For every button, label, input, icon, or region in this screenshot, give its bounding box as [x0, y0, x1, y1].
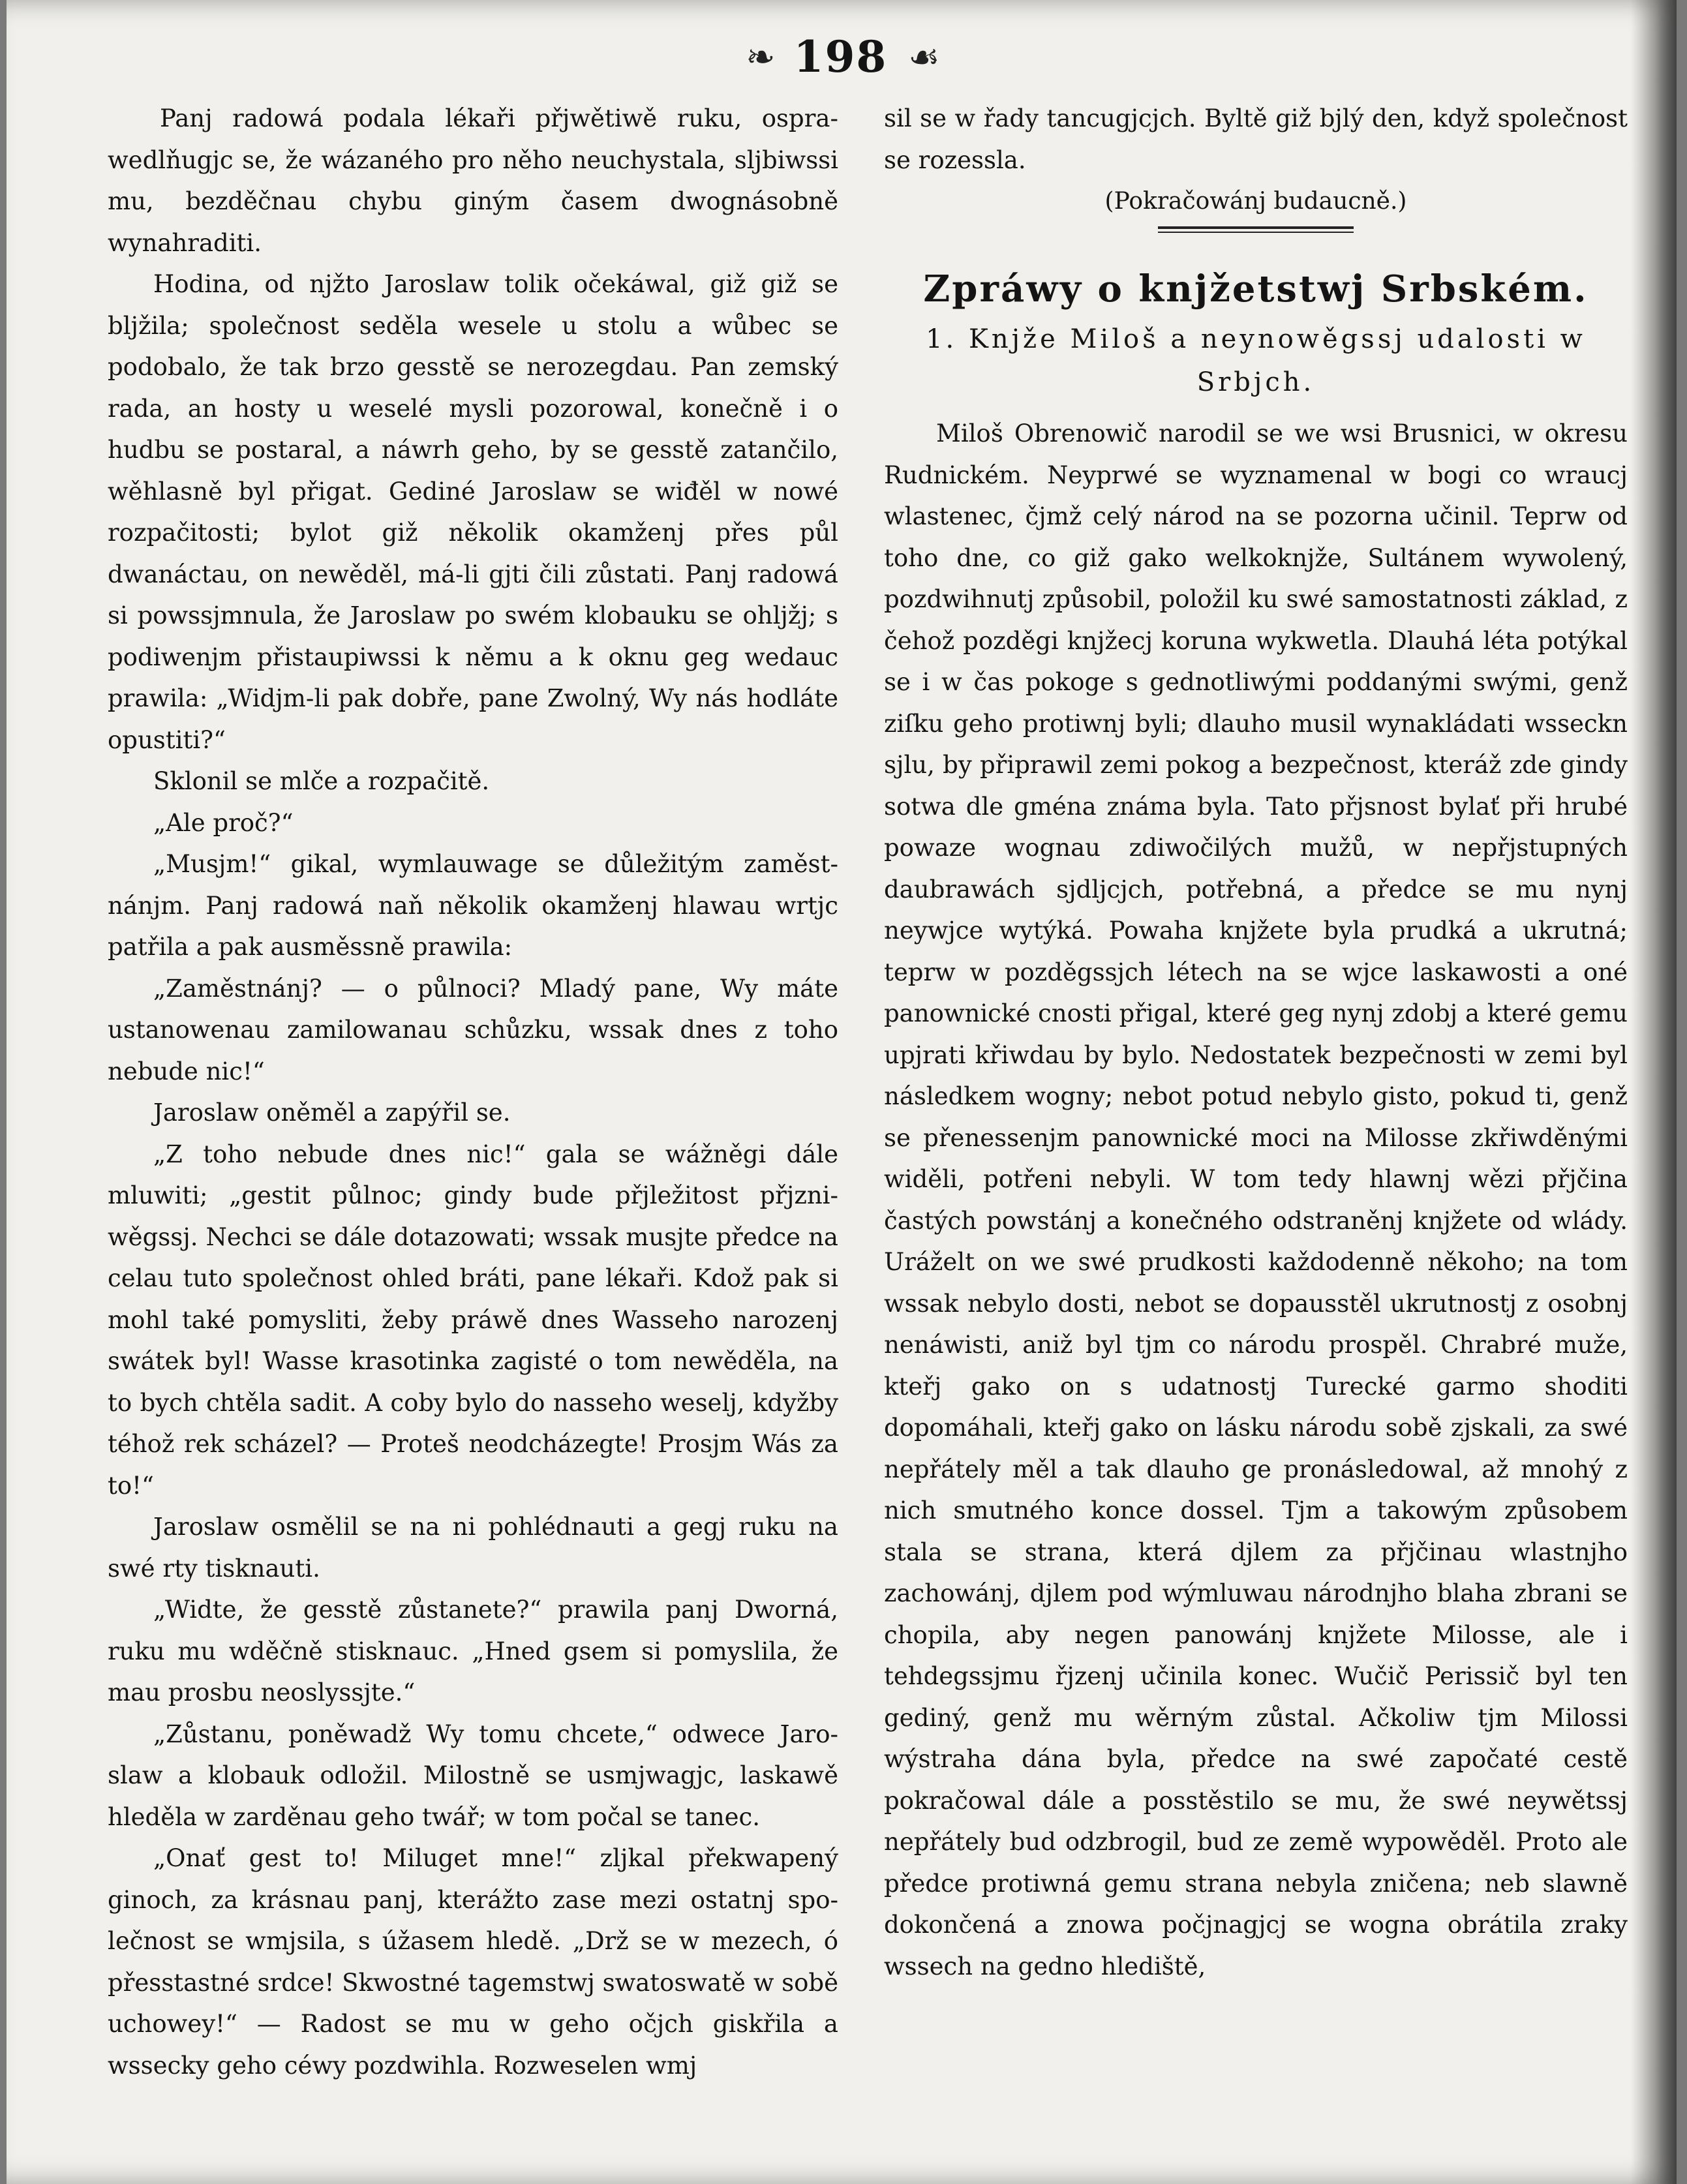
paragraph: „Onať gest to! Miluget mne!“ zljkal překwapený ginoch, za krásnau panj, kterážto zase mezi ostatnj společnost se wmjsila, s úžasem hledě. „Drž se w mezech, ó přesstastné srdce! Skwostné tagemstwj swatoswatě w sobě uchowey!“ — Radost se mu w geho očjch giskřila a wssecky geho céwy pozdwihla. Rozweselen wmj	[108, 1844, 838, 2080]
paragraph: Jaroslaw osmělil se na ni pohlédnauti a gegj ruku na swé rty tisknauti.	[108, 1513, 838, 1583]
paragraph: „Widte, že gesstě zůstanete?“ prawila panj Dworná, ruku mu wděčně stisknauc. „Hned gsem si pomyslila, že mau prosbu neoslyssjte.“	[108, 1596, 838, 1706]
paragraph: Miloš Obrenowič narodil se we wsi Brusnici, w okresu Rudnickém. Neyprwé se wyznamenal w bogi co wraucj wlastenec, čjmž celý národ na se pozorna učinil. Teprw od toho dne, co giž gako welkoknjže, Sultánem wywolený, pozdwihnutj způsobil, položil ku swé samostatnosti základ, z čehož pozděgi knjžecj koruna wykwetla. Dlauhá léta potýkal se i w čas pokoge s gednotliwými poddanými swými, genž ziſku geho protiwnj byli; dlauho musil wynakládati wsseckn sjlu, by připrawil zemi pokog a bezpečnost, kteráž zde gindy sotwa dle gména známa byla. Tato přjsnost bylať při hrubé powaze wognau zdiwočilých mužů, w nepřjstupných daubrawách sjdljcjch, potřebná, a předce se mu nynj neywjce wytýká. Powaha knjžete byla prudká a ukrutná; teprw w pozděgssjch létech na se wjce laskawosti a oné panownické cnosti přigal, které geg nynj zdobj a které gemu upjrati křiwdau by bylo. Nedostatek bezpečnosti w zemi byl následkem wogny; nebot potud nebylo gisto, pokud ti, genž se přenessenjm panownické moci na Milosse zkřiwděnými widěli, potřeni nebyli. W tom tedy hlawnj wězi přjčina častých powstánj a konečného odstraněnj knjžete od wlády. Uráželt on we swé prudkosti každodenně někoho; na tom wssak nebylo dosti, nebot se dopausstěl ukrutnostj z osobnj nenáwisti, aniž byl tjm co národu prospěl. Chrabré muže, kteřj gako on s udatnostj Turecké garmo shoditi dopomáhali, kteřj gako on lásku národu sobě zjskali, za swé nepřátely měl a tak dlauho ge pronásledowal, až mnohý z nich smutného konce dossel. Tjm a takowým způsobem stala se strana, která djlem za přjčinau wlastnjho zachowánj, djlem pod wýmluwau národnjho blaha zbrani se chopila, aby negen panowánj knjžete Milosse, ale i tehdegssjmu řjzenj učinila konec. Wučič Perissič byl ten gediný, genž mu wěrným zůstal. Ačkoliw tjm Milossi wýstraha dána byla, předce na swé započaté cestě pokračowal dále a posstěstilo se mu, že swé neywětssj nepřátely bud odzbrogil, bud ze země wypowěděl. Proto ale předce protiwná gemu strana nebyla zničena; neb slawně dokončená a znowa počjnagjcj se wogna obrátila zraky wssech na gedno hlediště,	[884, 419, 1628, 1980]
paragraph: Hodina, od njžto Jaroslaw tolik očekáwal, giž giž se bljžila; společnost seděla wesele u stolu a wůbec se podobalo, že tak brzo gesstě se nerozegdau. Pan zemský rada, an hosty u weselé mysli pozorowal, konečně i o hudbu se postaral, a náwrh geho, by se gesstě zatančilo, wěhlasně byl přigat. Gediné Jaroslaw se wiđěl w nowé rozpačitosti; bylot giž několik okamženj přes půl dwanáctau, on newěděl, má-li gjti čili zůstati. Panj radowá si powssjmnula, že Jaroslaw po swém klobauku se ohljžj; s podiwenjm přistaupiwssi k němu a k oknu geg wedauc prawila: „Widjm-li pak dobře, pane Zwolný, Wy nás hodláte opustiti?“	[108, 270, 838, 754]
continued-note: (Pokračowánj budaucně.)	[1104, 188, 1407, 215]
story-continuation: sil se w řady tancugjcjch. Byltě giž bjlý den, když společnost se rozessla.	[884, 104, 1628, 174]
paragraph: Jaroslaw oněměl a zapýřil se.	[153, 1099, 511, 1127]
subsection-title: 1. Knjže Miloš a neynowěgssj udalosti w Srbjch.	[926, 324, 1586, 397]
paragraph: Panj radowá podala lékaři přjwětiwě ruku, osprawedlňugjc se, že wázaného pro něho neuchystala, sljbiwssi mu, bezděčnau chybu giným časem dwognásobně wynahraditi.	[108, 104, 838, 257]
double-rule-divider	[1158, 226, 1354, 233]
ornament-right-icon: ☙	[908, 36, 937, 78]
paragraph: „Ale proč?“	[153, 808, 294, 837]
scanned-page	[7, 0, 1677, 2184]
paragraph: „Zaměstnánj? — o půlnoci? Mladý pane, Wy máte ustanowenau zamilowanau schůzku, wssak dnes z toho nebude nic!“	[108, 974, 838, 1085]
left-column	[108, 98, 838, 2086]
ornament-left-icon: ❧	[746, 36, 773, 78]
page-edge-shadow	[1631, 0, 1677, 2184]
paragraph: „Musjm!“ gikal, wymlauwage se důležitým zaměstnánjm. Panj radowá naň několik okamženj hlawau wrtjc patřila a pak ausměssně prawila:	[108, 850, 838, 961]
paragraph: „Zůstanu, poněwadž Wy tomu chcete,“ odwece Jaroslaw a klobauk odložil. Milostně se usmjwagjc, laskawě hleděla w zarděnau geho twář; w tom počal se tanec.	[108, 1720, 838, 1831]
page-header	[7, 27, 1677, 86]
paragraph: „Z toho nebude dnes nic!“ gala se wážněgi dále mluwiti; „gestit půlnoc; gindy bude přjležitost přjzniwěgssj. Nechci se dále dotazowati; wssak musjte předce na celau tuto společnost ohled bráti, pane lékaři. Kdož pak si mohl také pomysliti, žeby práwě dnes Wasseho narozenj swátek byl! Wasse krasotinka zagisté o tom newěděla, na to bych chtěla sadit. A coby bylo do nasseho weselj, kdyžby téhož rek scházel? — Proteš neodcházegte! Prosjm Wás za to!“	[108, 1140, 838, 1500]
right-column	[884, 98, 1628, 1987]
paragraph: Sklonil se mlče a rozpačitě.	[153, 767, 490, 795]
page-number: 198	[793, 31, 888, 82]
section-title: Zpráwy o knjžetstwj Srbském.	[923, 267, 1588, 311]
